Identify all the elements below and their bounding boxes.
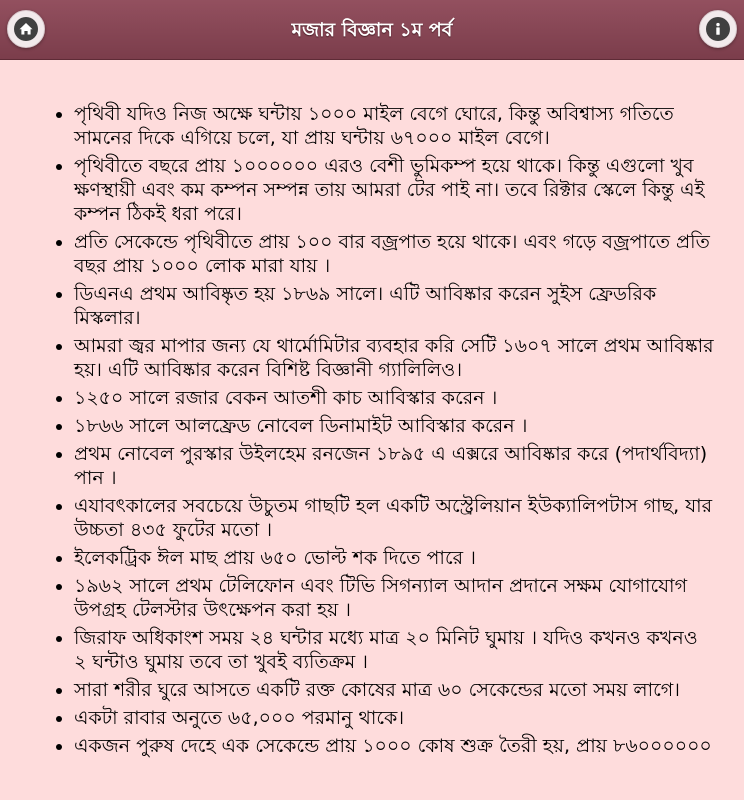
list-item: • প্রতি সেকেন্ডে পৃথিবীতে প্রায় ১০০ বার বজ্রপাত হয়ে থাকে। এবং গড়ে বজ্রপাতে প্রতি বছর প্রায় ১০০০ লোক মারা যায় । — [74, 230, 714, 278]
list-item: • ১৯৬২ সালে প্রথম টেলিফোন এবং টিভি সিগন্যাল আদান প্রদানে সক্ষম যোগাযোগ উপগ্রহ টেলস্টার উৎক্ষেপন করা হয় । — [74, 574, 714, 622]
info-button[interactable] — [699, 10, 737, 48]
list-item: • পৃথিবীতে বছরে প্রায় ১০০০০০০ এরও বেশী ভুমিকম্প হয়ে থাকে। কিন্তু এগুলো খুব ক্ষণস্থায়ী এবং কম কম্পন সম্পন্ন তায় আমরা টের পাই না। তবে রিক্টার স্কেলে কিন্তু এই কম্পন ঠিকই ধরা পরে। — [74, 154, 714, 226]
facts-list — [0, 60, 744, 758]
list-item: • একটা রাবার অনুতে ৬৫,০০০ পরমানু থাকে। — [74, 706, 714, 730]
list-item: • ১৮৬৬ সালে আলফ্রেড নোবেল ডিনামাইট আবিস্কার করেন । — [74, 414, 714, 438]
list-item: • এযাবৎকালের সবচেয়ে উচুতম গাছটি হল একটি অস্ট্রেলিয়ান ইউক্যালিপটাস গাছ, যার উচ্চতা ৪৩৫ ফুটের মতো । — [74, 494, 714, 542]
list-item: • ডিএনএ প্রথম আবিষ্কৃত হয় ১৮৬৯ সালে। এটি আবিষ্কার করেন সুইস ফ্রেডরিক মিস্কলার। — [74, 282, 714, 330]
list-item: • সারা শরীর ঘুরে আসতে একটি রক্ত কোষের মাত্র ৬০ সেকেন্ডের মতো সময় লাগে। — [74, 678, 714, 702]
info-icon — [706, 17, 730, 41]
list-item: • প্রথম নোবেল পুরস্কার উইলহেম রনজেন ১৮৯৫ এ এক্সরে আবিষ্কার করে (পদার্থবিদ্যা) পান । — [74, 442, 714, 490]
list-item: • পৃথিবী যদিও নিজ অক্ষে ঘন্টায় ১০০০ মাইল বেগে ঘোরে, কিন্তু অবিশ্বাস্য গতিতে সামনের দিকে এগিয়ে চলে, যা প্রায় ঘন্টায় ৬৭০০০ মাইল বেগে। — [74, 102, 714, 150]
list-item: • ইলেকট্রিক ঈল মাছ প্রায় ৬৫০ ভোল্ট শক দিতে পারে । — [74, 546, 714, 570]
list-item: • আমরা জ্বর মাপার জন্য যে থার্মোমিটার ব্যবহার করি সেটি ১৬০৭ সালে প্রথম আবিষ্কার হয়। এটি আবিষ্কার করেন বিশিষ্ট বিজ্ঞানী গ্যালিলিও। — [74, 334, 714, 382]
page-title: মজার বিজ্ঞান ১ম পর্ব — [291, 19, 453, 41]
list-item: • ১২৫০ সালে রজার বেকন আতশী কাচ আবিস্কার করেন । — [74, 386, 714, 410]
content-area[interactable] — [0, 60, 744, 800]
list-item: • একজন পুরুষ দেহে এক সেকেন্ডে প্রায় ১০০০ কোষ শুক্র তৈরী হয়, প্রায় ৮৬০০০০০০ — [74, 734, 714, 758]
list-item: • জিরাফ অধিকাংশ সময় ২৪ ঘন্টার মধ্যে মাত্র ২০ মিনিট ঘুমায় । যদিও কখনও কখনও ২ ঘন্টাও ঘুমায় তবে তা খুবই ব্যতিক্রম । — [74, 626, 714, 674]
header-bar — [0, 0, 744, 60]
